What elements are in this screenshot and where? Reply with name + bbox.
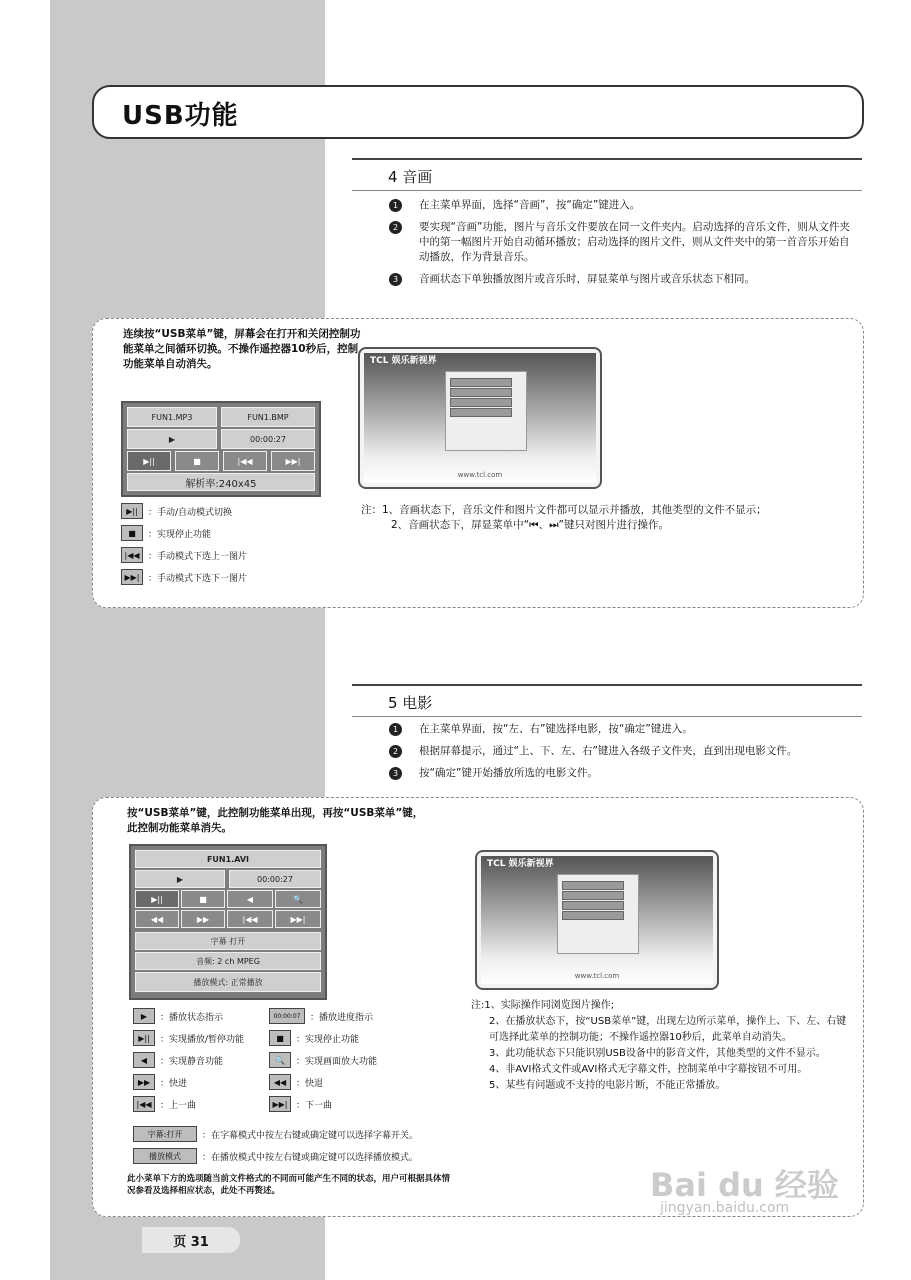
watermark-url: jingyan.baidu.com — [660, 1200, 790, 1216]
tv-screen-illustration — [358, 347, 602, 489]
legend-item: 字幕:打开 ：在字幕模式中按左右键或确定键可以选择字幕开关。 — [133, 1126, 418, 1142]
subtitle-button-sample: 字幕:打开 — [133, 1126, 197, 1142]
legend-item: |◀◀ ：手动模式下选上一图片 — [121, 547, 247, 563]
prev-button[interactable]: |◀◀ — [223, 451, 267, 471]
section5-box-note: 按“USB菜单”键，此控制功能菜单出现，再按“USB菜单”键，此控制功能菜单消失。 — [127, 807, 424, 834]
legend-item: ◀◀ ：快退 — [269, 1074, 323, 1090]
play-pause-icon: ▶|| — [121, 503, 143, 519]
list-item: 1 在主菜单界面，选择“音画”，按“确定”键进入。 — [385, 198, 855, 213]
play-pause-button[interactable]: ▶|| — [135, 890, 179, 908]
legend-item: ▶|| ：实现播放/暂停功能 — [133, 1030, 244, 1046]
prev-icon: |◀◀ — [121, 547, 143, 563]
title-banner — [92, 85, 864, 139]
legend-item: 🔍 ：实现画面放大功能 — [269, 1052, 377, 1068]
play-mode-option[interactable]: 播放模式: 正常播放 — [135, 972, 321, 992]
section4-notes: 注：1、音画状态下，音乐文件和图片文件都可以显示并播放，其他类型的文件不显示； 2、音画状态下，屏显菜单中“⏮、⏭”键只对图片进行操作。 — [361, 504, 767, 531]
section5-notes: 注:1、实际操作同浏览图片操作; 2、在播放状态下，按“USB菜单”键，出现左边所示菜单，操作上、下、左、右键可选择此菜单的控制功能；不操作遥控器10秒后，此菜单自动消失。 3、此功能状态下只能识别USB设备中的影音文件，其他类型的文件不显示。 4、非AVI格式文件或AVI格式无字幕文件，控制菜单中字幕按钮不可用。 5、某些有问题或不支持的电影片断，不能正常播放。 — [471, 1000, 847, 1091]
list-item: 1 在主菜单界面，按“左、右”键选择电影，按“确定”键进入。 — [385, 722, 855, 737]
file2-label: FUN1.BMP — [221, 407, 315, 427]
music-control-panel — [121, 401, 321, 497]
section5-foot-note: 此小菜单下方的选项随当前文件格式的不同而可能产生不同的状态，用户可根据具体情况参看及选择相应状态，此处不再赘述。 — [127, 1174, 451, 1196]
list-item: 3 按“确定”键开始播放所选的电影文件。 — [385, 766, 855, 781]
section4-header — [352, 158, 862, 186]
audio-option: 音频: 2 ch MPEG — [135, 952, 321, 970]
next-track-button[interactable]: ▶▶| — [275, 910, 321, 928]
prev-track-button[interactable]: |◀◀ — [227, 910, 273, 928]
stop-button[interactable]: ■ — [175, 451, 219, 471]
file1-label: FUN1.MP3 — [127, 407, 217, 427]
legend-item: ■ ：实现停止功能 — [269, 1030, 359, 1046]
tv-url: www.tcl.com — [574, 972, 620, 980]
legend-item: ■ ：实现停止功能 — [121, 525, 211, 541]
tv-file-list — [445, 371, 527, 451]
rewind-icon: ◀◀ — [269, 1074, 291, 1090]
rewind-button[interactable]: ◀◀ — [135, 910, 179, 928]
subtitle-option[interactable]: 字幕 打开 — [135, 932, 321, 950]
legend-item: ▶ ：播放状态指示 — [133, 1008, 223, 1024]
time-display: 00:00:27 — [221, 429, 315, 449]
play-mode-button-sample: 播放模式 — [133, 1148, 197, 1164]
section5-header — [352, 684, 862, 712]
list-item: 2 根据屏幕提示，通过“上、下、左、右”键进入各级子文件夹，直到出现电影文件。 — [385, 744, 855, 759]
movie-control-panel — [129, 844, 327, 1000]
legend-item: ▶▶ ：快进 — [133, 1074, 187, 1090]
tv-screen-illustration — [475, 850, 719, 990]
section5-items — [385, 722, 855, 788]
section4-box-note: 连续按“USB菜单”键，屏幕会在打开和关闭控制功能菜单之间循环切换。不操作遥控器10秒后，控制功能菜单自动消失。 — [123, 328, 361, 370]
mode-toggle-button[interactable]: ▶|| — [127, 451, 171, 471]
tv-logo: TCL 娱乐新视界 — [370, 356, 437, 366]
section5-heading: 5 电影 — [388, 694, 433, 712]
mute-button[interactable]: ◀ — [227, 890, 273, 908]
progress-icon: 00:00:07 — [269, 1008, 305, 1024]
section4-items — [385, 198, 855, 294]
list-item: 2 要实现“音画”功能，图片与音乐文件要放在同一文件夹内。启动选择的音乐文件，则从文件夹中的第一幅图片开始自动循环播放；启动选择的图片文件，则从文件夹中的第一首音乐开始自动播放，作为背景音乐。 — [385, 220, 855, 265]
zoom-icon: 🔍 — [269, 1052, 291, 1068]
movie-file-label: FUN1.AVI — [135, 850, 321, 868]
section4-heading: 4 音画 — [388, 168, 433, 186]
stop-icon: ■ — [121, 525, 143, 541]
play-icon: ▶ — [133, 1008, 155, 1024]
play-indicator: ▶ — [135, 870, 225, 888]
next-track-icon: ▶▶| — [269, 1096, 291, 1112]
mute-icon: ◀ — [133, 1052, 155, 1068]
section4-illustration-box — [92, 318, 864, 608]
tv-logo: TCL 娱乐新视界 — [487, 859, 554, 869]
legend-item: |◀◀ ：上一曲 — [133, 1096, 196, 1112]
legend-item: ▶▶| ：下一曲 — [269, 1096, 332, 1112]
watermark-logo: Bai du 经验 — [650, 1166, 839, 1204]
prev-track-icon: |◀◀ — [133, 1096, 155, 1112]
resolution-label: 解析率:240x45 — [127, 473, 315, 491]
legend-item: ◀ ：实现静音功能 — [133, 1052, 223, 1068]
play-indicator: ▶ — [127, 429, 217, 449]
play-pause-icon: ▶|| — [133, 1030, 155, 1046]
page-title: USB功能 — [122, 101, 239, 131]
fast-forward-button[interactable]: ▶▶ — [181, 910, 225, 928]
page-number: 页 31 — [142, 1227, 240, 1253]
legend-item: ▶▶| ：手动模式下选下一图片 — [121, 569, 247, 585]
zoom-button[interactable]: 🔍 — [275, 890, 321, 908]
next-button[interactable]: ▶▶| — [271, 451, 315, 471]
next-icon: ▶▶| — [121, 569, 143, 585]
legend-item: 播放模式 ：在播放模式中按左右键或确定键可以选择播放模式。 — [133, 1148, 418, 1164]
legend-item: ▶|| ：手动/自动模式切换 — [121, 503, 232, 519]
stop-button[interactable]: ■ — [181, 890, 225, 908]
legend-item: 00:00:07 ：播放进度指示 — [269, 1008, 373, 1024]
tv-url: www.tcl.com — [457, 471, 503, 479]
stop-icon: ■ — [269, 1030, 291, 1046]
time-display: 00:00:27 — [229, 870, 321, 888]
tv-file-list — [557, 874, 639, 954]
fast-forward-icon: ▶▶ — [133, 1074, 155, 1090]
list-item: 3 音画状态下单独播放图片或音乐时，屏显菜单与图片或音乐状态下相同。 — [385, 272, 855, 287]
section5-illustration-box — [92, 797, 864, 1217]
